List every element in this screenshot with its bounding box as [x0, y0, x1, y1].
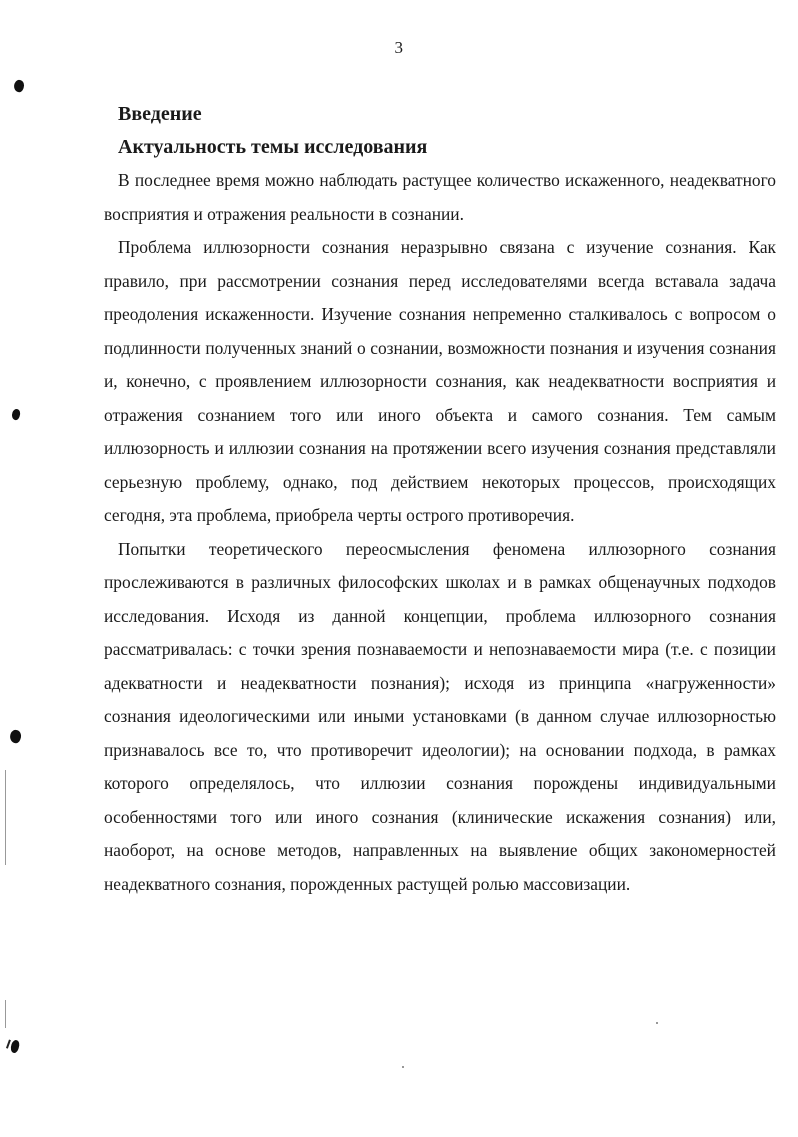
binder-hole-mark	[10, 408, 21, 421]
scan-speck	[656, 1022, 658, 1024]
binder-hole-mark	[12, 79, 26, 94]
document-body	[104, 98, 776, 901]
page-number: 3	[394, 38, 404, 57]
section-heading-relevance: Актуальность темы исследования	[118, 136, 428, 158]
body-paragraph: В последнее время можно наблюдать растущее количество искаженного, неадекватного восприятия и отражения реальности в сознании.	[104, 170, 776, 224]
binder-hole-mark	[9, 1039, 21, 1054]
scan-speck	[402, 1066, 404, 1068]
section-heading-intro: Введение	[118, 103, 202, 125]
scan-edge-line	[5, 1000, 6, 1028]
binder-hole-mark	[8, 729, 23, 745]
body-paragraph: Проблема иллюзорности сознания неразрывно связана с изучение сознания. Как правило, при рассмотрении сознания перед исследователями всегда вставала задача преодоления искаженности. Изучение сознания непременно сталкивалось с вопросом о подлинности полученных знаний о сознании, возможности познания и изучения сознания и, конечно, с проявлением иллюзорности сознания, как неадекватности восприятия и отражения сознанием того или иного объекта и самого сознания. Тем самым иллюзорность и иллюзии сознания на протяжении всего изучения сознания представляли серьезную проблему, однако, под действием некоторых процессов, происходящих сегодня, эта проблема, приобрела черты острого противоречия.	[104, 237, 776, 525]
body-paragraph: Попытки теоретического переосмысления феномена иллюзорного сознания прослеживаются в различных философских школах и в рамках общенаучных подходов исследования. Исходя из данной концепции, проблема иллюзорного сознания рассматривалась: с точки зрения познаваемости и непознаваемости мира (т.е. с позиции адекватности и неадекватности познания); исходя из принципа «нагруженности» сознания идеологическими или иными установками (в данном случае иллюзорностью признавалось все то, что противоречит идеологии); на основании подхода, в рамках которого определялось, что иллюзии сознания порождены индивидуальными особенностями того или иного сознания (клинические искажения сознания) или, наоборот, на основе методов, направленных на выявление общих закономерностей неадекватного сознания, порожденных растущей ролью массовизации.	[104, 538, 776, 894]
scan-edge-line	[5, 770, 6, 865]
